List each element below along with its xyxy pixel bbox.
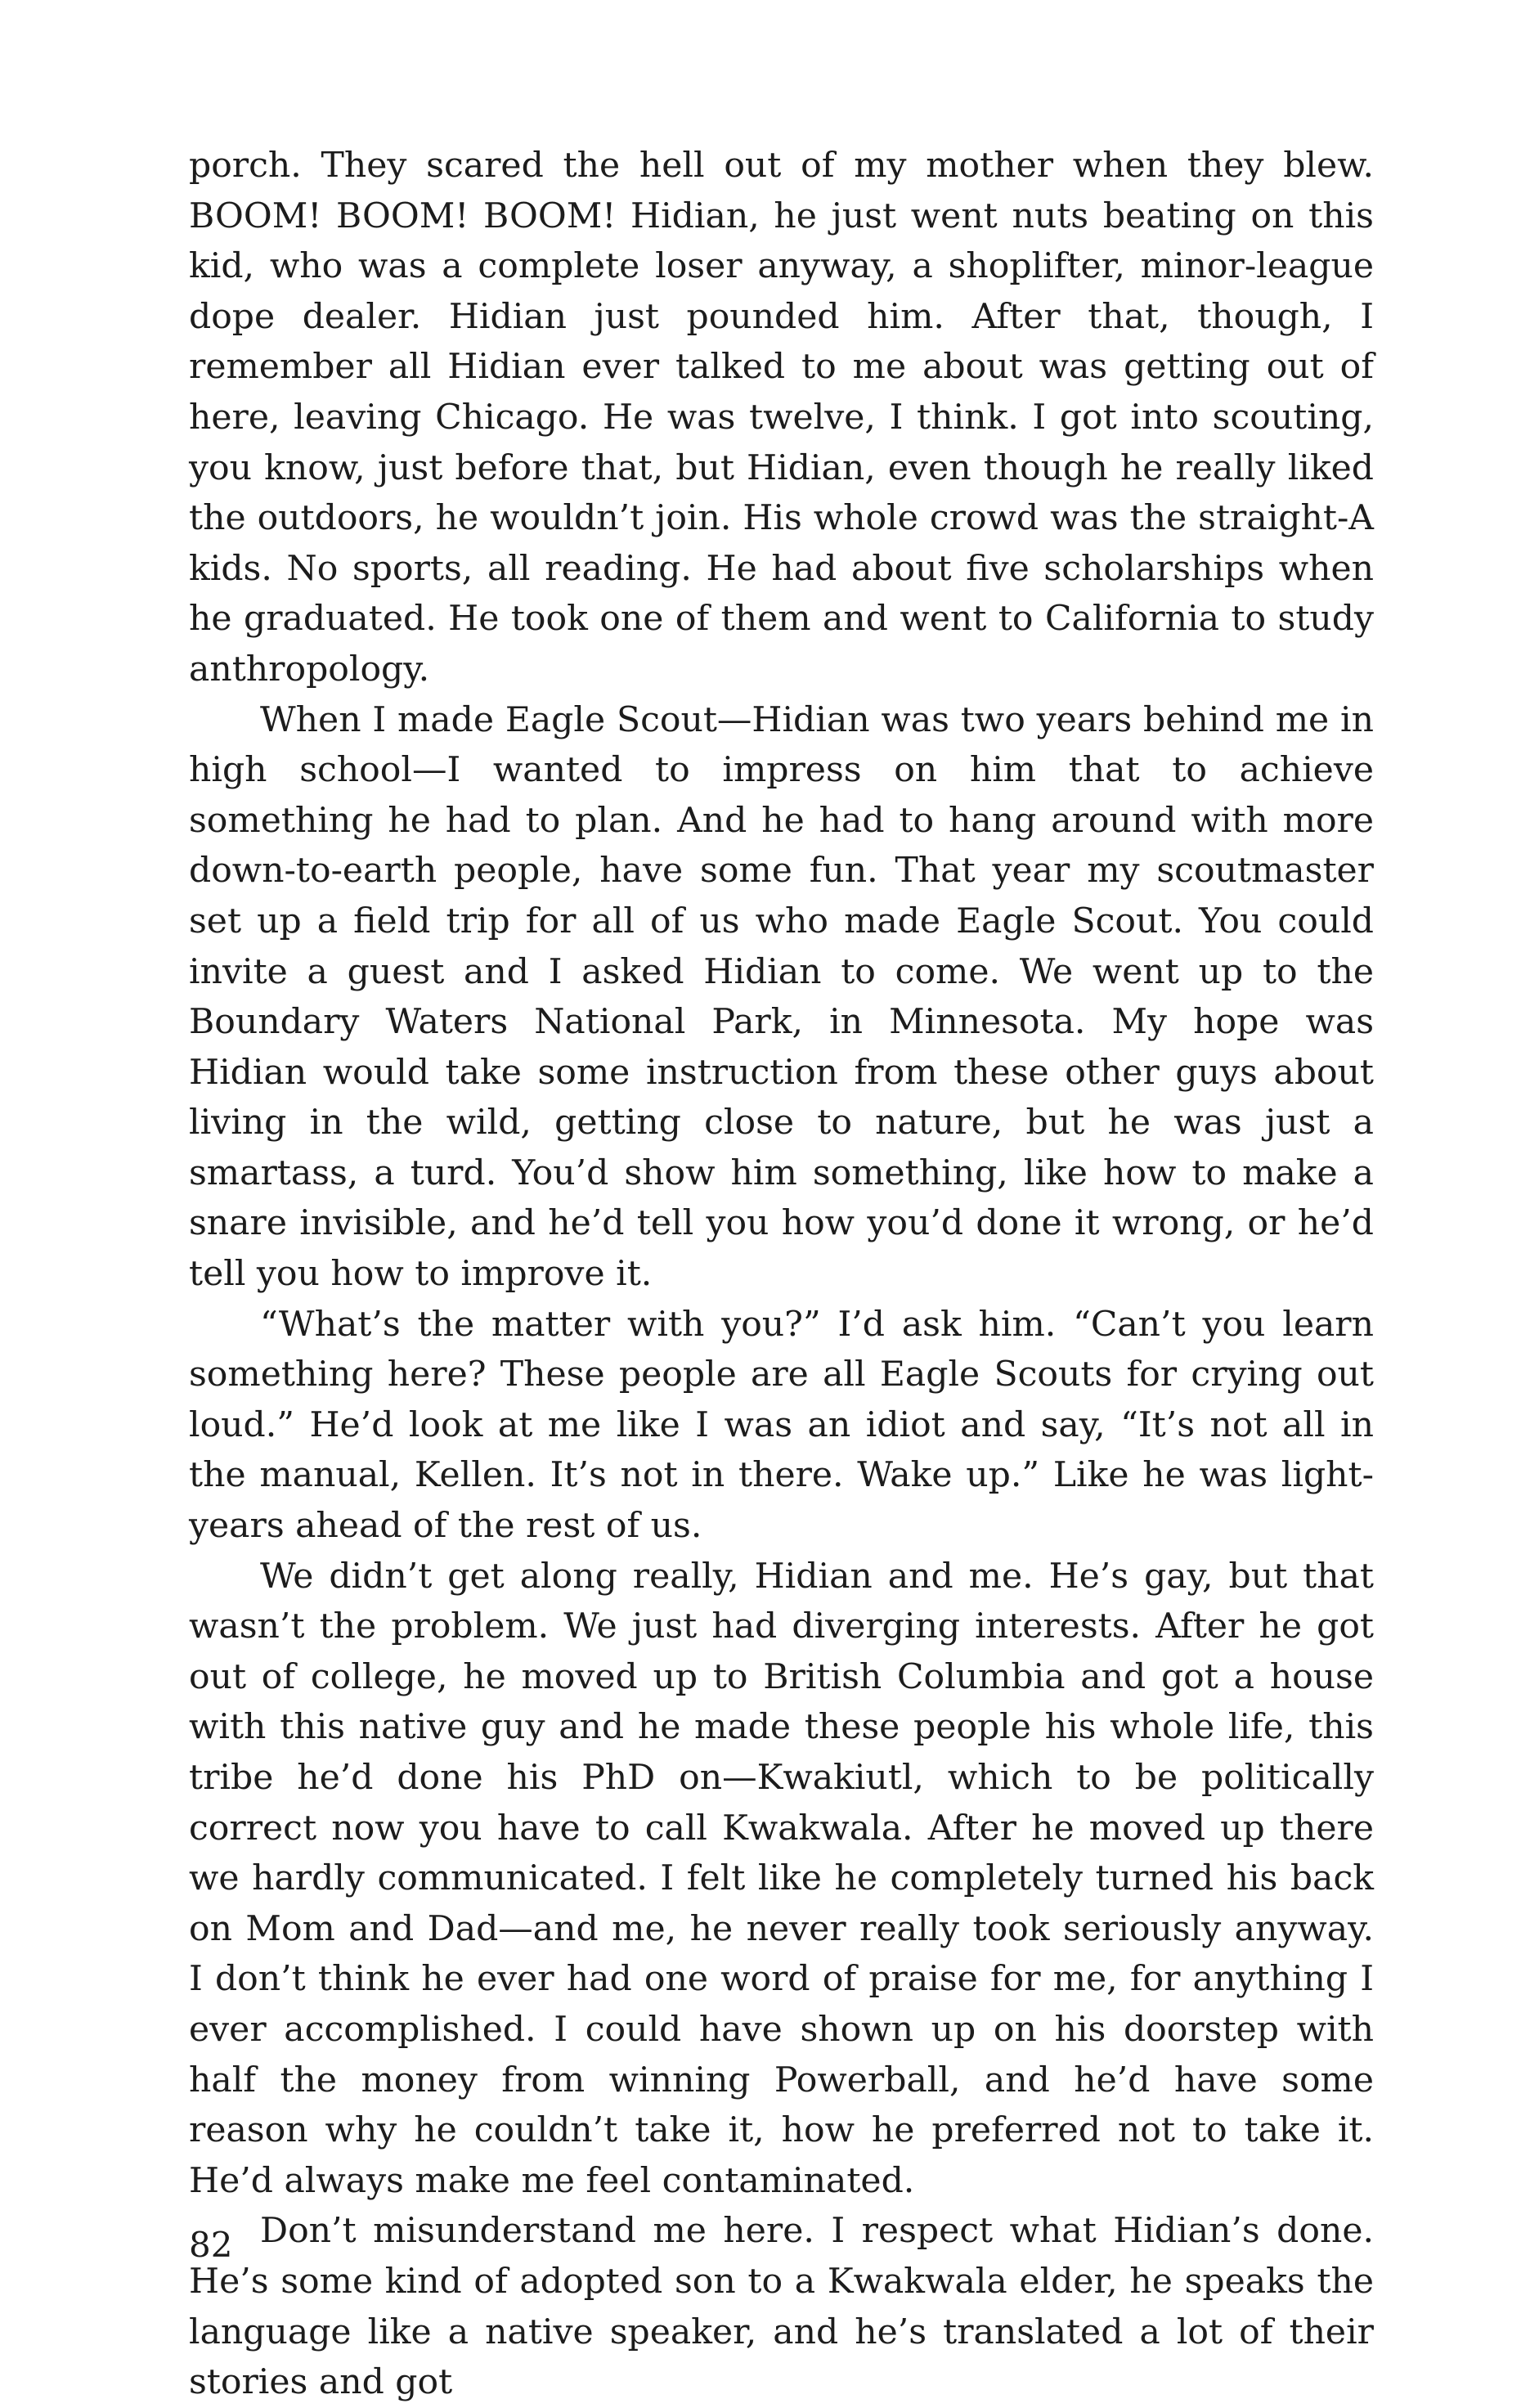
paragraph-1: porch. They scared the hell out of my mother when they blew. BOOM! BOOM! BOOM! Hidian, he just went nuts beating on this kid, who was a complete loser anyway, a shoplifter, minor-league dope dealer. Hidian just pounded him. After that, though, I remember all Hidian ever talked to me about was getting out of here, leaving Chicago. He was twelve, I think. I got into scouting, you know, just before that, but Hidian, even though he really liked the outdoors, he wouldn’t join. His whole crowd was the straight-A kids. No sports, all reading. He had about five scholarships when he graduated. He took one of them and went to California to study anthropology. (189, 146, 1374, 690)
body-text (189, 141, 1374, 2408)
page-number: 82 (189, 2225, 233, 2265)
paragraph-5: Don’t misunderstand me here. I respect what Hidian’s done. He’s some kind of adopted son to a Kwakwala elder, he speaks the language like a native speaker, and he’s translated a lot of their stories and got (189, 2211, 1374, 2403)
paragraph-2: When I made Eagle Scout—Hidian was two years behind me in high school—I wanted to impress on him that to achieve something he had to plan. And he had to hang around with more down-to-earth people, have some fun. That year my scoutmaster set up a field trip for all of us who made Eagle Scout. You could invite a guest and I asked Hidian to come. We went up to the Boundary Waters National Park, in Minnesota. My hope was Hidian would take some instruction from these other guys about living in the wild, getting close to nature, but he was just a smartass, a turd. You’d show him something, like how to make a snare invisible, and he’d tell you how you’d done it wrong, or he’d tell you how to improve it. (189, 699, 1374, 1295)
paragraph-4: We didn’t get along really, Hidian and me. He’s gay, but that wasn’t the problem. We just had diverging interests. After he got out of college, he moved up to British Columbia and got a house with this native guy and he made these people his whole life, this tribe he’d done his PhD on—Kwakiutl, which to be politically correct now you have to call Kwakwala. After he moved up there we hardly communicated. I felt like he completely turned his back on Mom and Dad—and me, he never really took seriously anyway. I don’t think he ever had one word of praise for me, for anything I ever accomplished. I could have shown up on his doorstep with half the money from winning Powerball, and he’d have some reason why he couldn’t take it, how he preferred not to take it. He’d always make me feel contaminated. (189, 1556, 1374, 2201)
paragraph-3: “What’s the matter with you?” I’d ask him. “Can’t you learn something here? These people are all Eagle Scouts for crying out loud.” He’d look at me like I was an idiot and say, “It’s not all in the manual, Kellen. It’s not in there. Wake up.” Like he was light-years ahead of the rest of us. (189, 1304, 1374, 1547)
